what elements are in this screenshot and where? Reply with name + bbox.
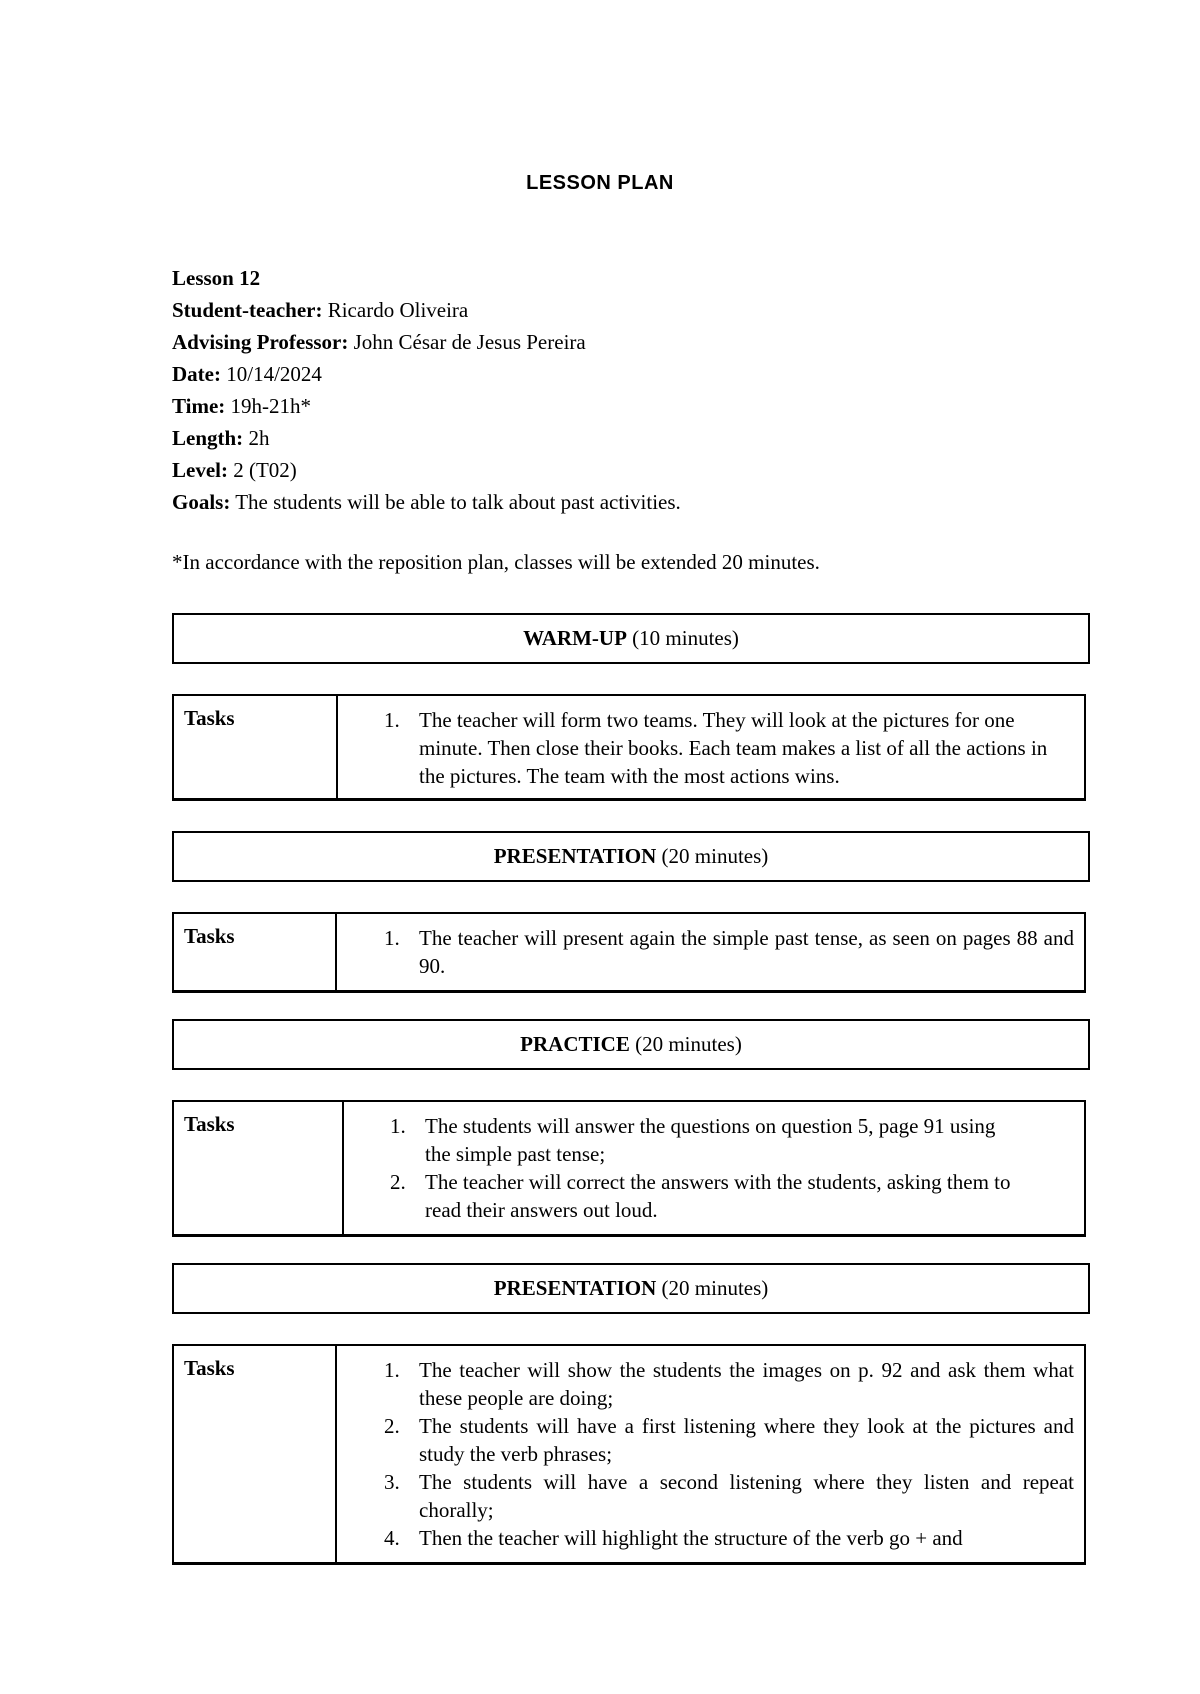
tasks-list bbox=[384, 706, 1074, 790]
goals-value: The students will be able to talk about past activities. bbox=[235, 490, 681, 514]
tasks-table-practice bbox=[172, 1100, 1086, 1237]
tasks-list bbox=[384, 924, 1074, 980]
tasks-list bbox=[390, 1112, 1024, 1224]
tasks-table-warm-up bbox=[172, 694, 1086, 801]
section-header-presentation-2: PRESENTATION (20 minutes) bbox=[172, 1263, 1090, 1314]
task-item: 2. The teacher will correct the answers with the students, asking them to read their answers out loud. bbox=[390, 1170, 1011, 1222]
task-item: 4. Then the teacher will highlight the structure of the verb go + and bbox=[384, 1526, 963, 1550]
section-header-presentation: PRESENTATION (20 minutes) bbox=[172, 831, 1090, 882]
task-item: 2. The students will have a first listening where they look at the pictures and study the verb phrases; bbox=[384, 1414, 1074, 1466]
length-line: Length: 2h bbox=[172, 426, 270, 450]
time-line: Time: 19h-21h* bbox=[172, 394, 312, 418]
level-line: Level: 2 (T02) bbox=[172, 458, 297, 482]
time-value: 19h-21h* bbox=[230, 394, 312, 418]
length-value: 2h bbox=[248, 426, 270, 450]
tasks-label: Tasks bbox=[174, 1346, 337, 1562]
tasks-table-presentation bbox=[172, 912, 1086, 993]
tasks-label: Tasks bbox=[174, 1102, 344, 1234]
page-title: LESSON PLAN bbox=[526, 172, 674, 194]
tasks-list bbox=[384, 1356, 1074, 1552]
reposition-note: *In accordance with the reposition plan, classes will be extended 20 minutes. bbox=[172, 550, 820, 574]
section-header-practice: PRACTICE (20 minutes) bbox=[172, 1019, 1090, 1070]
student-teacher-line: Student-teacher: Ricardo Oliveira bbox=[172, 298, 469, 322]
task-item: 1. The students will answer the questions on question 5, page 91 using the simple past tense; bbox=[390, 1114, 996, 1166]
advising-professor-value: John César de Jesus Pereira bbox=[353, 330, 586, 354]
section-header-warm-up: WARM-UP (10 minutes) bbox=[172, 613, 1090, 664]
task-item: 1. The teacher will show the students the images on p. 92 and ask them what these people are doing; bbox=[384, 1358, 1074, 1410]
advising-professor-line: Advising Professor: John César de Jesus Pereira bbox=[172, 330, 586, 354]
tasks-table-presentation-2 bbox=[172, 1344, 1086, 1565]
lesson-number: Lesson 12 bbox=[172, 266, 261, 290]
date-value: 10/14/2024 bbox=[226, 362, 322, 386]
level-value: 2 (T02) bbox=[233, 458, 297, 482]
task-item: 1. The teacher will present again the simple past tense, as seen on pages 88 and 90. bbox=[384, 926, 1074, 978]
tasks-label: Tasks bbox=[174, 914, 337, 990]
task-item: 3. The students will have a second listening where they listen and repeat chorally; bbox=[384, 1470, 1074, 1522]
date-line: Date: 10/14/2024 bbox=[172, 362, 322, 386]
task-item: 1. The teacher will form two teams. They will look at the pictures for one minute. Then close their books. Each team makes a list of all the actions in the pictures. The team with the most actions wins. bbox=[384, 708, 1048, 788]
student-teacher-value: Ricardo Oliveira bbox=[327, 298, 469, 322]
tasks-label: Tasks bbox=[174, 696, 338, 798]
lesson-metadata bbox=[172, 262, 681, 518]
goals-line: Goals: The students will be able to talk about past activities. bbox=[172, 490, 681, 514]
